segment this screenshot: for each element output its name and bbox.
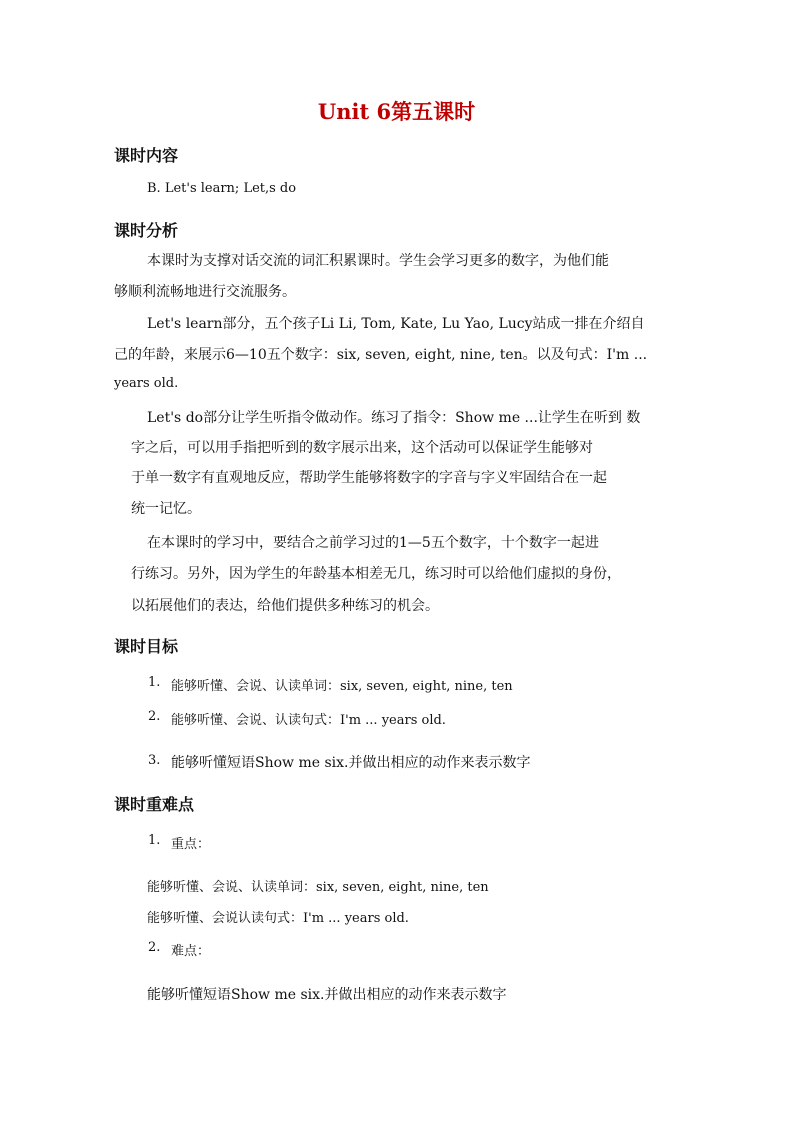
section-heading-goals: 课时目标 <box>114 637 179 656</box>
key-point-line: 能够听懂、会说认读句式：I'm ... years old. <box>147 911 409 926</box>
goal-item-text: 能够听懂、会说、认读单词：six, seven, eight, nine, ten <box>171 679 513 694</box>
goal-item-text: 能够听懂短语Show me six.并做出相应的动作来表示数字 <box>171 755 531 771</box>
analysis-line: 以拓展他们的表达，给他们提供多种练习的机会。 <box>131 598 439 614</box>
goal-item-text: 能够听懂、会说、认读句式：I'm ... years old. <box>171 713 446 728</box>
goal-item-number: 3. <box>148 753 161 768</box>
section-heading-key-points: 课时重难点 <box>114 795 195 814</box>
analysis-line: 统一记忆。 <box>131 501 201 517</box>
analysis-line: Let's learn部分，五个孩子Li Li, Tom, Kate, Lu Yao, Lucy站成一排在介绍自 <box>147 316 645 332</box>
analysis-line: 于单一数字有直观地反应，帮助学生能够将数字的字音与字义牢固结合在一起 <box>131 470 607 486</box>
analysis-line: 己的年龄，来展示6—10五个数字：six, seven, eight, nine, ten。以及句式：I'm ... <box>114 347 648 363</box>
content-text: B. Let's learn; Let,s do <box>147 181 297 196</box>
goal-item-number: 1. <box>148 675 161 690</box>
goal-item-number: 2. <box>148 709 161 724</box>
analysis-line: 在本课时的学习中，要结合之前学习过的1—5五个数字，十个数字一起进 <box>147 535 599 551</box>
difficulty-line: 能够听懂短语Show me six.并做出相应的动作来表示数字 <box>147 987 507 1003</box>
key-point-line: 能够听懂、会说、认读单词：six, seven, eight, nine, ten <box>147 880 489 895</box>
page-title: Unit 6第五课时 <box>317 99 476 124</box>
key-item-number: 1. <box>148 833 161 848</box>
analysis-line: 本课时为支撑对话交流的词汇积累课时。学生会学习更多的数字，为他们能 <box>147 253 609 269</box>
key-item-number: 2. <box>148 940 161 955</box>
key-item-label: 难点： <box>171 944 211 959</box>
key-item-label: 重点： <box>171 837 211 852</box>
analysis-line: 字之后，可以用手指把听到的数字展示出来，这个活动可以保证学生能够对 <box>131 440 593 456</box>
analysis-line: years old. <box>114 376 179 391</box>
section-heading-content: 课时内容 <box>114 146 179 165</box>
analysis-line: Let's do部分让学生听指令做动作。练习了指令：Show me ...让学生在听到 数 <box>147 410 641 426</box>
section-heading-analysis: 课时分析 <box>114 221 179 240</box>
analysis-line: 够顺利流畅地进行交流服务。 <box>114 284 296 300</box>
analysis-line: 行练习。另外，因为学生的年龄基本相差无几，练习时可以给他们虚拟的身份， <box>131 566 621 582</box>
